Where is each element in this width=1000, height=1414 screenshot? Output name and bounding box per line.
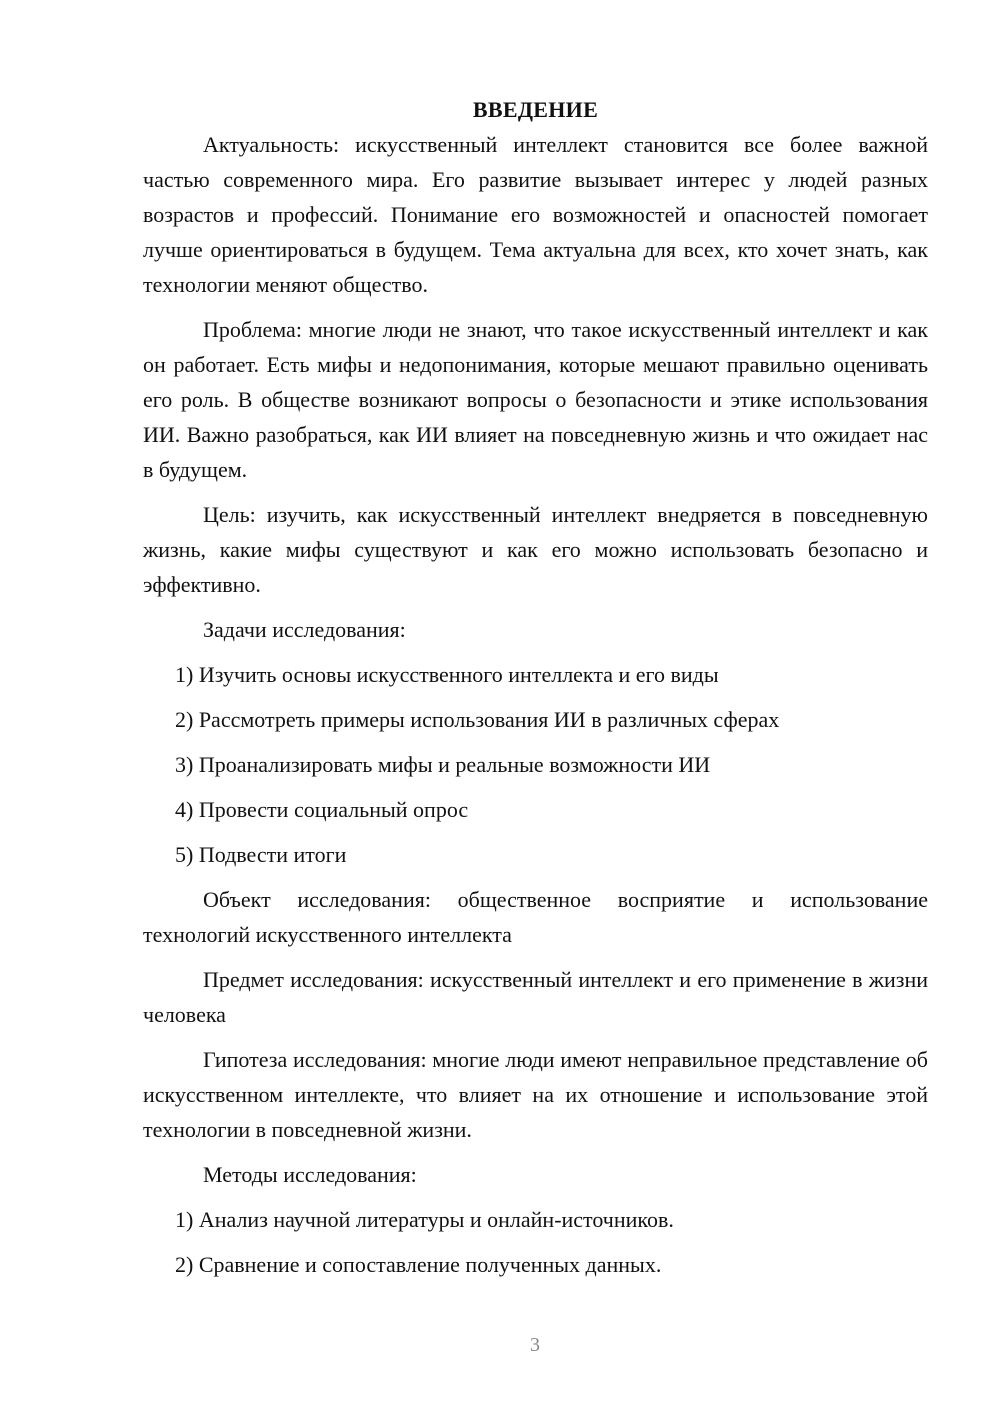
subject-paragraph: Предмет исследования: искусственный интеллект и его применение в жизни человека bbox=[143, 967, 928, 1027]
task-item: 2) Рассмотреть примеры использования ИИ в различных сферах bbox=[175, 707, 780, 732]
task-item: 4) Провести социальный опрос bbox=[175, 797, 469, 822]
task-item: 5) Подвести итоги bbox=[175, 842, 347, 867]
tasks-heading: Задачи исследования: bbox=[203, 617, 406, 642]
page-title: ВВЕДЕНИЕ bbox=[472, 97, 599, 122]
relevance-paragraph: Актуальность: искусственный интеллект становится все более важной частью современного мира. Его развитие вызывает интерес у людей разных возрастов и профессий. Понимание его возможностей и опасностей помогает лучше ориентироваться в будущем. Тема актуальна для всех, кто хочет знать, как технологии меняют общество. bbox=[143, 132, 928, 297]
problem-paragraph: Проблема: многие люди не знают, что такое искусственный интеллект и как он работает. Есть мифы и недопонимания, которые мешают правильно оценивать его роль. В обществе возникают вопросы о безопасности и этике использования ИИ. Важно разобраться, как ИИ влияет на повседневную жизнь и что ожидает нас в будущем. bbox=[143, 317, 928, 482]
method-item: 2) Сравнение и сопоставление полученных данных. bbox=[175, 1252, 662, 1277]
hypothesis-paragraph: Гипотеза исследования: многие люди имеют неправильное представление об искусственном интеллекте, что влияет на их отношение и использование этой технологии в повседневной жизни. bbox=[143, 1047, 928, 1142]
page-content bbox=[143, 95, 928, 1292]
goal-paragraph: Цель: изучить, как искусственный интеллект внедряется в повседневную жизнь, какие мифы существуют и как его можно использовать безопасно и эффективно. bbox=[143, 502, 928, 597]
task-item: 1) Изучить основы искусственного интеллекта и его виды bbox=[175, 662, 719, 687]
method-item: 1) Анализ научной литературы и онлайн-источников. bbox=[175, 1207, 674, 1232]
page-number: 3 bbox=[530, 1334, 540, 1356]
task-item: 3) Проанализировать мифы и реальные возможности ИИ bbox=[175, 752, 711, 777]
methods-heading: Методы исследования: bbox=[203, 1162, 417, 1187]
object-paragraph: Объект исследования: общественное восприятие и использование технологий искусственного интеллекта bbox=[143, 887, 928, 947]
